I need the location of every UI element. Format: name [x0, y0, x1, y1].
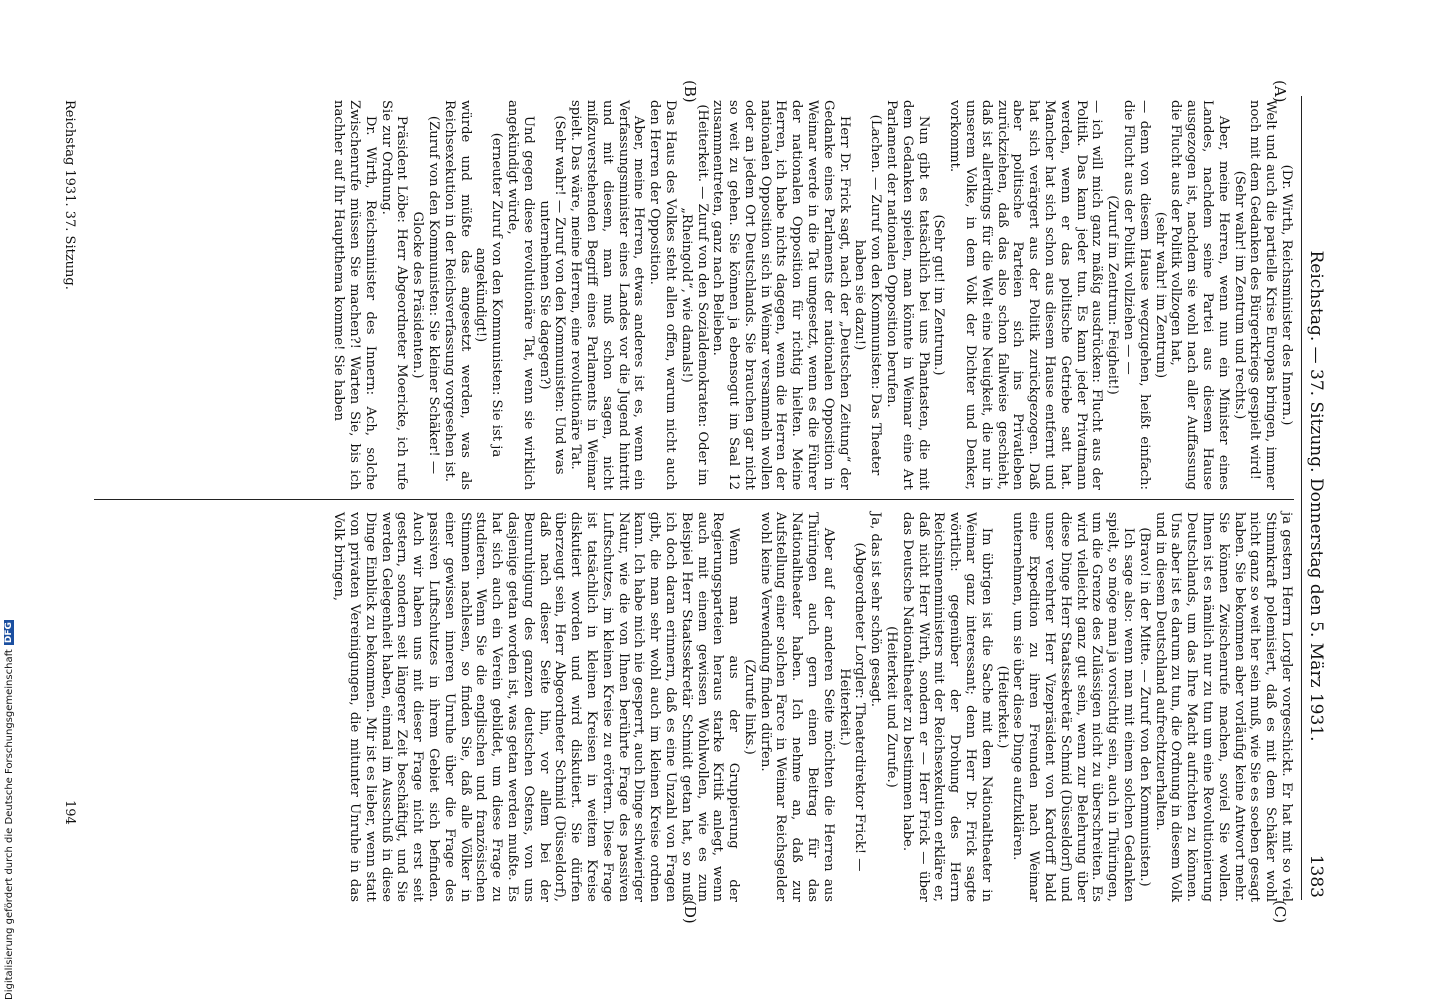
interjection: (Dr. Wirth, Reichsminister des Innern.) — [1279, 164, 1294, 426]
margin-letter-b: (B) — [681, 80, 699, 103]
paragraph: Das Haus des Volkes steht allen offen, warum nicht auch den Herren der Opposition. — [647, 100, 678, 490]
funding-text: Digitalisierung gefördert durch die Deutsche Forschungsgemeinschaft — [3, 649, 15, 1000]
header-rule — [1301, 96, 1302, 900]
page-header — [1302, 96, 1326, 896]
paragraph: Ja, das ist sehr schön gesagt. — [868, 512, 884, 707]
interjection: (Heiterkeit und Zurufe.) — [884, 626, 900, 788]
interjection: (Lachen. — Zuruf von den Kommunisten: Das Theater haben sie dazu!) — [852, 114, 884, 476]
header-title: Reichstag. — 37. Sitzung. Donnerstag den 5. März 1931. — [1306, 250, 1326, 742]
paragraph: Und gegen diese revolutionäre Tat, wenn sie wirklich angekündigt würde, — [504, 100, 536, 490]
interjection: (Zuruf von den Kommunisten: Sie kleiner Schäker! — Glocke des Präsidenten.) — [410, 115, 441, 475]
interjection: (sehr wahr! im Zentrum) — [1152, 211, 1168, 379]
funding-note — [2, 0, 16, 1000]
interjection: (Sehr gut! im Zentrum.) — [931, 214, 947, 376]
right-text-column — [330, 512, 1294, 902]
interjection: (Zuruf im Zentrum: Feigheit!) — [1105, 195, 1121, 395]
column-divider — [94, 499, 1294, 500]
paragraph: Aber, meine Herren, etwas anderes ist es, wenn ein Verfassungsminister eines Landes vor die Jugend hintritt und mit diesem, man muß schon sagen, nicht mißzuverstehenden Begriff eines Parlaments in Weimar spielt. Das wäre, meine Herren, eine revolutionäre Tat. — [568, 100, 647, 490]
paragraph: Aber, meine Herren, wenn nun ein Minister eines Landes, nachdem seine Partei aus diesem Hause ausgezogen ist, nachdem sie wohl nach aller Auffassung die Flucht aus der Politik vollzogen hat, — [1168, 100, 1231, 490]
paragraph: Herr Dr. Frick sagt, nach der „Deutschen Zeitung“ der Gedanke eines Parlaments der nationalen Opposition in Weimar werde in die Tat umgesetzt, wenn es die Führer der nationalen Opposition für richtig hielten. Meine Herren, ich habe nichts dagegen, wenn die Herren der nationalen Opposition sich in Weimar versammeln wollen oder an jedem Ort Deutschlands. Sie brauchen gar nicht so weit zu gehen. Sie können ja ebensogut im Saal 12 zusammentreten, ganz nach Belieben. — [710, 100, 852, 490]
paragraph: würde und müßte das angesetzt werden, was als Reichsexekution in der Reichsverfassung vorgesehen ist. — [441, 100, 473, 490]
interjection: (erneuter Zuruf von den Kommunisten: Sie ist ja angekündigt!) — [473, 132, 505, 458]
paragraph: Ich sage also: wenn man mit einem solchen Gedanken spielt, so möge man ja vorsichtig sein, auch in Thüringen, um die Grenze des Zulässigen nicht zu überschreiten. Es wird vielleicht ganz gut sein, wenn zur Belehrung über diese Dinge Herr Staatssekretär Schmid (Düsseldorf) und unser verehrter Herr Vizepräsident von Kardorff bald eine Expedition zu ihren Freunden nach Weimar unternehmen, um sie über diese Dinge aufzuklären. — [1010, 512, 1137, 902]
margin-letter-d: (D) — [681, 900, 699, 924]
paragraph: Dr. Wirth, Reichsminister des Innern: Ach, solche Zwischenrufe müssen Sie machen?! Warten Sie, bis ich nachher auf Ihr Hauptthema komme! Sie haben — [331, 100, 378, 490]
margin-letter-a: (A) — [1271, 80, 1289, 103]
dfg-logo-icon: DFG — [4, 622, 14, 644]
paragraph: Nun gibt es tatsächlich bei uns Phantasten, die mit dem Gedanken spielen, man könnte in Weimar eine Art Parlament der nationalen Opposition berufen. — [884, 100, 931, 490]
interjection: (Heiterkeit.) — [994, 665, 1010, 749]
interjection: (Sehr wahr! — Zuruf von den Kommunisten: Und was unternehmen Sie dagegen?) — [536, 115, 568, 475]
paragraph: Im übrigen ist die Sache mit dem Nationaltheater in Weimar ganz interessant; denn Herr Dr. Frick sagte wörtlich: gegenüber der Drohung des Herrn Reichsinnenministers mit der Reichsexekution erkläre er, daß nicht Herr Wirth, sondern er — Herr Frick — über das Deutsche Nationaltheater zu bestimmen habe. — [899, 512, 994, 902]
paragraph: Aber auf der anderen Seite möchten die Herren aus Thüringen auch gern einen Beitrag für das Nationaltheater haben. Ich nehme an, daß zur Aufstellung einer solchen Farce in Weimar Reichsgelder wohl keine Verwendung finden dürfen. — [757, 512, 836, 902]
paragraph: Wenn man aus der Gruppierung der Regierungsparteien heraus starke Kritik anlegt, wenn auch mit einem gewissen Wohlwollen, wie es zum Beispiel Herr Staatssekretär Schmidt getan hat, so muß ich doch daran erinnern, daß es eine Unzahl von Fragen gibt, die man sehr wohl auch im kleinen Kreise ordnen kann. Ich habe mich nie gesperrt, auch Dinge schwieriger Natur, wie die von Ihnen berührte Frage des passiven Luftschutzes, im kleinen Kreise zu erörtern. Diese Frage ist tatsächlich in kleinen Kreisen in weitem Kreise diskutiert worden und wird diskutiert. Sie dürfen überzeugt sein, Herr Abgeordneter Schmid (Düsseldorf), daß nach dieser Seite hin, vor allem bei der Beunruhigung des ganzen deutschen Ostens, von uns dasjenige getan worden ist, was getan werden mußte. Es hat sich auch ein Verein gebildet, um diese Frage zu studieren. Wenn Sie die englischen und französischen Stimmen nachlesen, so finden Sie, daß alle Völker in einer gewissen inneren Unruhe über die Frage des passiven Luftschutzes in ihrem Gebiet sich befinden. Auch wir haben uns mit dieser Frage nicht erst seit gestern, sondern seit längerer Zeit beschäftigt, und Sie werden Gelegenheit haben, einmal im Ausschuß in diese Dinge Einblick zu bekommen. Mir ist es lieber, wenn statt von privaten Vereinigungen, die mitunter Unruhe in das Volk bringen, — [331, 512, 742, 902]
interjection: (Sehr wahr! im Zentrum und rechts.) — [1231, 170, 1247, 420]
header-page-number: 1383 — [1306, 854, 1326, 898]
interjection: (Heiterkeit. — Zuruf von den Sozialdemokraten: Oder im „Rheingold“, wie damals!) — [678, 104, 710, 486]
paragraph: Welt und auch die partielle Krise Europas bringen, immer noch mit dem Gedanken des Bürgerkriegs gespielt wird! — [1247, 100, 1279, 490]
left-text-column — [330, 100, 1294, 490]
paragraph: ja gestern Herrn Lorgler vorgeschickt. Er hat mit so viel Stimmkraft polemisiert, daß es mit dem Schäker wohl nicht ganz so weit her sein muß, wie Sie es soeben gesagt haben. Sie bekommen aber vorläufig keine Antwort mehr. Sie können Zwischenrufe machen, soviel Sie wollen. Ihnen ist es nämlich nur zu tun um eine Revolutionierung Deutschlands, um das Ihre Macht aufrichten zu können. Uns aber ist es darum zu tun, die Ordnung in diesem Volk und in diesem Deutschland aufrechtzuerhalten. — [1152, 512, 1294, 902]
interjection: (Bravo! in der Mitte. — Zuruf von den Kommunisten.) — [1136, 527, 1152, 887]
footer-page-number: 194 — [62, 800, 77, 825]
interjection: (Abgeordneter Lorgler: Theaterdirektor Frick! — Heiterkeit.) — [836, 542, 868, 872]
paragraph: — denn von diesem Hause wegzugehen, heißt einfach: die Flucht aus der Politik vollziehen — — — [1121, 100, 1152, 490]
footer-session: Reichstag 1931. 37. Sitzung. — [62, 100, 77, 290]
paragraph: — ich will mich ganz mäßig ausdrücken: Flucht aus der Politik. Das kann jeder tun. Es kann jeder Privatmann werden, wenn er das politische Getriebe satt hat. Mancher hat sich schon aus diesem Hause entfernt und hat sich verärgert aus der Politik zurückgezogen. Daß aber politische Parteien sich ins Privatleben zurückziehen, daß das also schon fallweise geschieht, daß ist allerdings für die Welt eine Neuigkeit, die nur in unserem Volke, in dem Volk der Dichter und Denker, vorkommt. — [947, 100, 1105, 490]
margin-letter-c: (C) — [1271, 900, 1289, 924]
interjection: (Zurufe links.) — [741, 659, 757, 755]
paragraph: Präsident Löbe: Herr Abgeordneter Moericke, ich rufe Sie zur Ordnung. — [378, 100, 410, 490]
